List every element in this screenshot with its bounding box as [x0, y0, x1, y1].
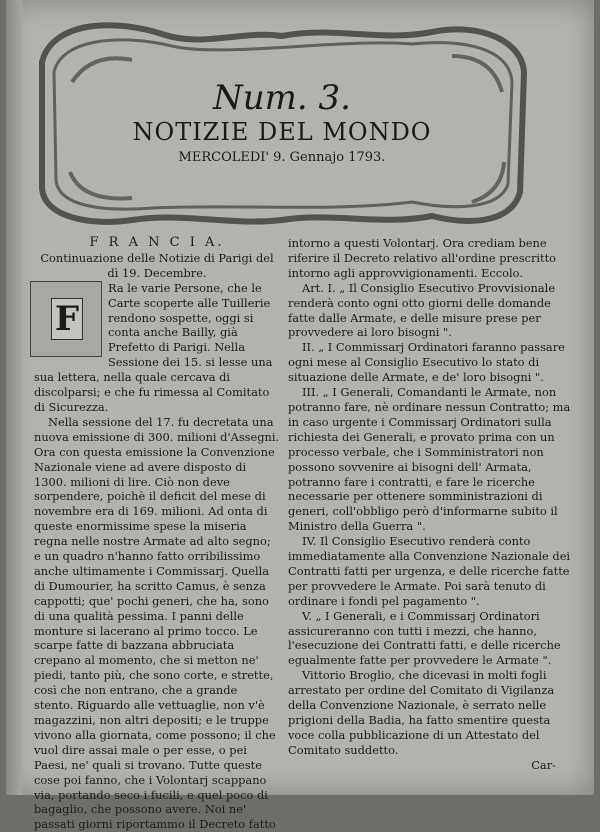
article-paragraph: Ra le varie Persone, che le Carte scoperte alle Tuillerie rendono sospette, oggi si conta anche Bailly, già Prefetto di Parigi. Nella Sessione dei 15. si lesse una sua lettera, nella quale cercava di discolparsi; e che fu rimessa al Comitato di Sicurezza. [34, 280, 273, 414]
decree-article-5: V. „ I Generali, e i Commissarj Ordinatori assicureranno con tutti i mezzi, che hanno, l'esecuzione dei Contratti fatti, e delle ricerche egualmente fatte per provvedere le Armate ". [288, 608, 561, 668]
article-paragraph: Nella sessione del 17. fu decretata una nuova emissione di 300. milioni d'Assegni. Ora con questa emissione la Convenzione Nazionale viene ad avere disposto di 1300. milioni di lire. Ciò non deve sorpendere, poichè il deficit del mese di novembre era di 169. milioni. Ad onta di queste enormissime spese la miseria regna nelle nostre Armate ad alto segno; e un quadro n'hanno fatto orribilissimo anche ultimamente i Commissarj. Quella di Dumourier, ha scritto Camus, è senza cappotti; que' pochi generi, che ha, sono di una qualità pessima. I panni delle monture si lacerano al primo tocco. Le scarpe fatte di bazzana abbruciata crepano al momento, che si metton ne' piedi, tanto più, che sono corte, e strette, così che non entrano, che a grande stento. Riguardo alle vettuaglie, non v'è magazzini, non altri depositi; e le truppe vivono alla giornata, come possono; il che vuol dire assai male o per esse, o pei Paesi, ne' quali si trovano. Tutte queste cose poi fanno, che i Volontarj scappano via, portando seco i fucili, e quel poco di bagaglio, che possono avere. Noi ne' passati giorni riportammo il Decreto fatto [34, 414, 280, 832]
issue-date: MERCOLEDI' 9. Gennajo 1793. [178, 150, 386, 165]
masthead [32, 12, 532, 234]
article-paragraph: Vittorio Broglio, che dicevasi in molti fogli arrestato per ordine del Comitato di Vigilanza della Convenzione Nazionale, è serrato nelle prigioni della Badia, ha fatto smentire questa voce colla pubblicazione di un Attestato del Comitato suddetto. [288, 668, 555, 757]
left-column [34, 236, 280, 832]
decree-article-1: Art. I. „ Il Consiglio Esecutivo Provvisionale renderà conto ogni otto giorni delle domande fatte dalle Armate, e delle misure prese per provvedere ai loro bisogni ". [288, 280, 556, 340]
issue-number: Num. 3. [213, 78, 351, 118]
newspaper-title: NOTIZIE DEL MONDO [132, 118, 432, 146]
newspaper-page [6, 0, 594, 832]
right-column [288, 236, 572, 773]
decree-article-3: III. „ I Generali, Comandanti le Armate, non potranno fare, nè ordinare nessun Contratto; ma in caso urgente i Commissarj Ordinatori sulla richiesta dei Generali, e provato prima con un processo verbale, che i Somministratori non possono sovvenire ai bisogni dell' Armata, potranno fare i contratti, e fare le ricerche necessarie per ottenere somministrazioni di generi, coll'obbligo però d'informarne subito il Ministro della Guerra ". [288, 385, 571, 534]
drop-cap-ornament [30, 281, 102, 357]
drop-cap-letter: F [51, 298, 83, 340]
section-heading: F R A N C I A. [89, 235, 225, 250]
catchword: Car- [531, 757, 556, 772]
decree-article-4: IV. Il Consiglio Esecutivo renderà conto immediatamente alla Convenzione Nazionale dei Contratti fatti per urgenza, e delle ricerche fatte per provvedere le Armate. Poi sarà tenuto di ordinare i fondi pel pagamento ". [288, 534, 571, 608]
page-binding [6, 0, 22, 795]
decree-article-2: II. „ I Commissarj Ordinatori faranno passare ogni mese al Consiglio Esecutivo lo stato di situazione delle Armate, e de' loro bisogni ". [288, 340, 565, 385]
section-subheading: Continuazione delle Notizie di Parigi del dì 19. Decembre. [40, 250, 274, 280]
article-paragraph: intorno a questi Volontarj. Ora crediam bene riferire il Decreto relativo all'ordine prescritto intorno agli approvvigionamenti. Eccolo. [288, 236, 557, 280]
